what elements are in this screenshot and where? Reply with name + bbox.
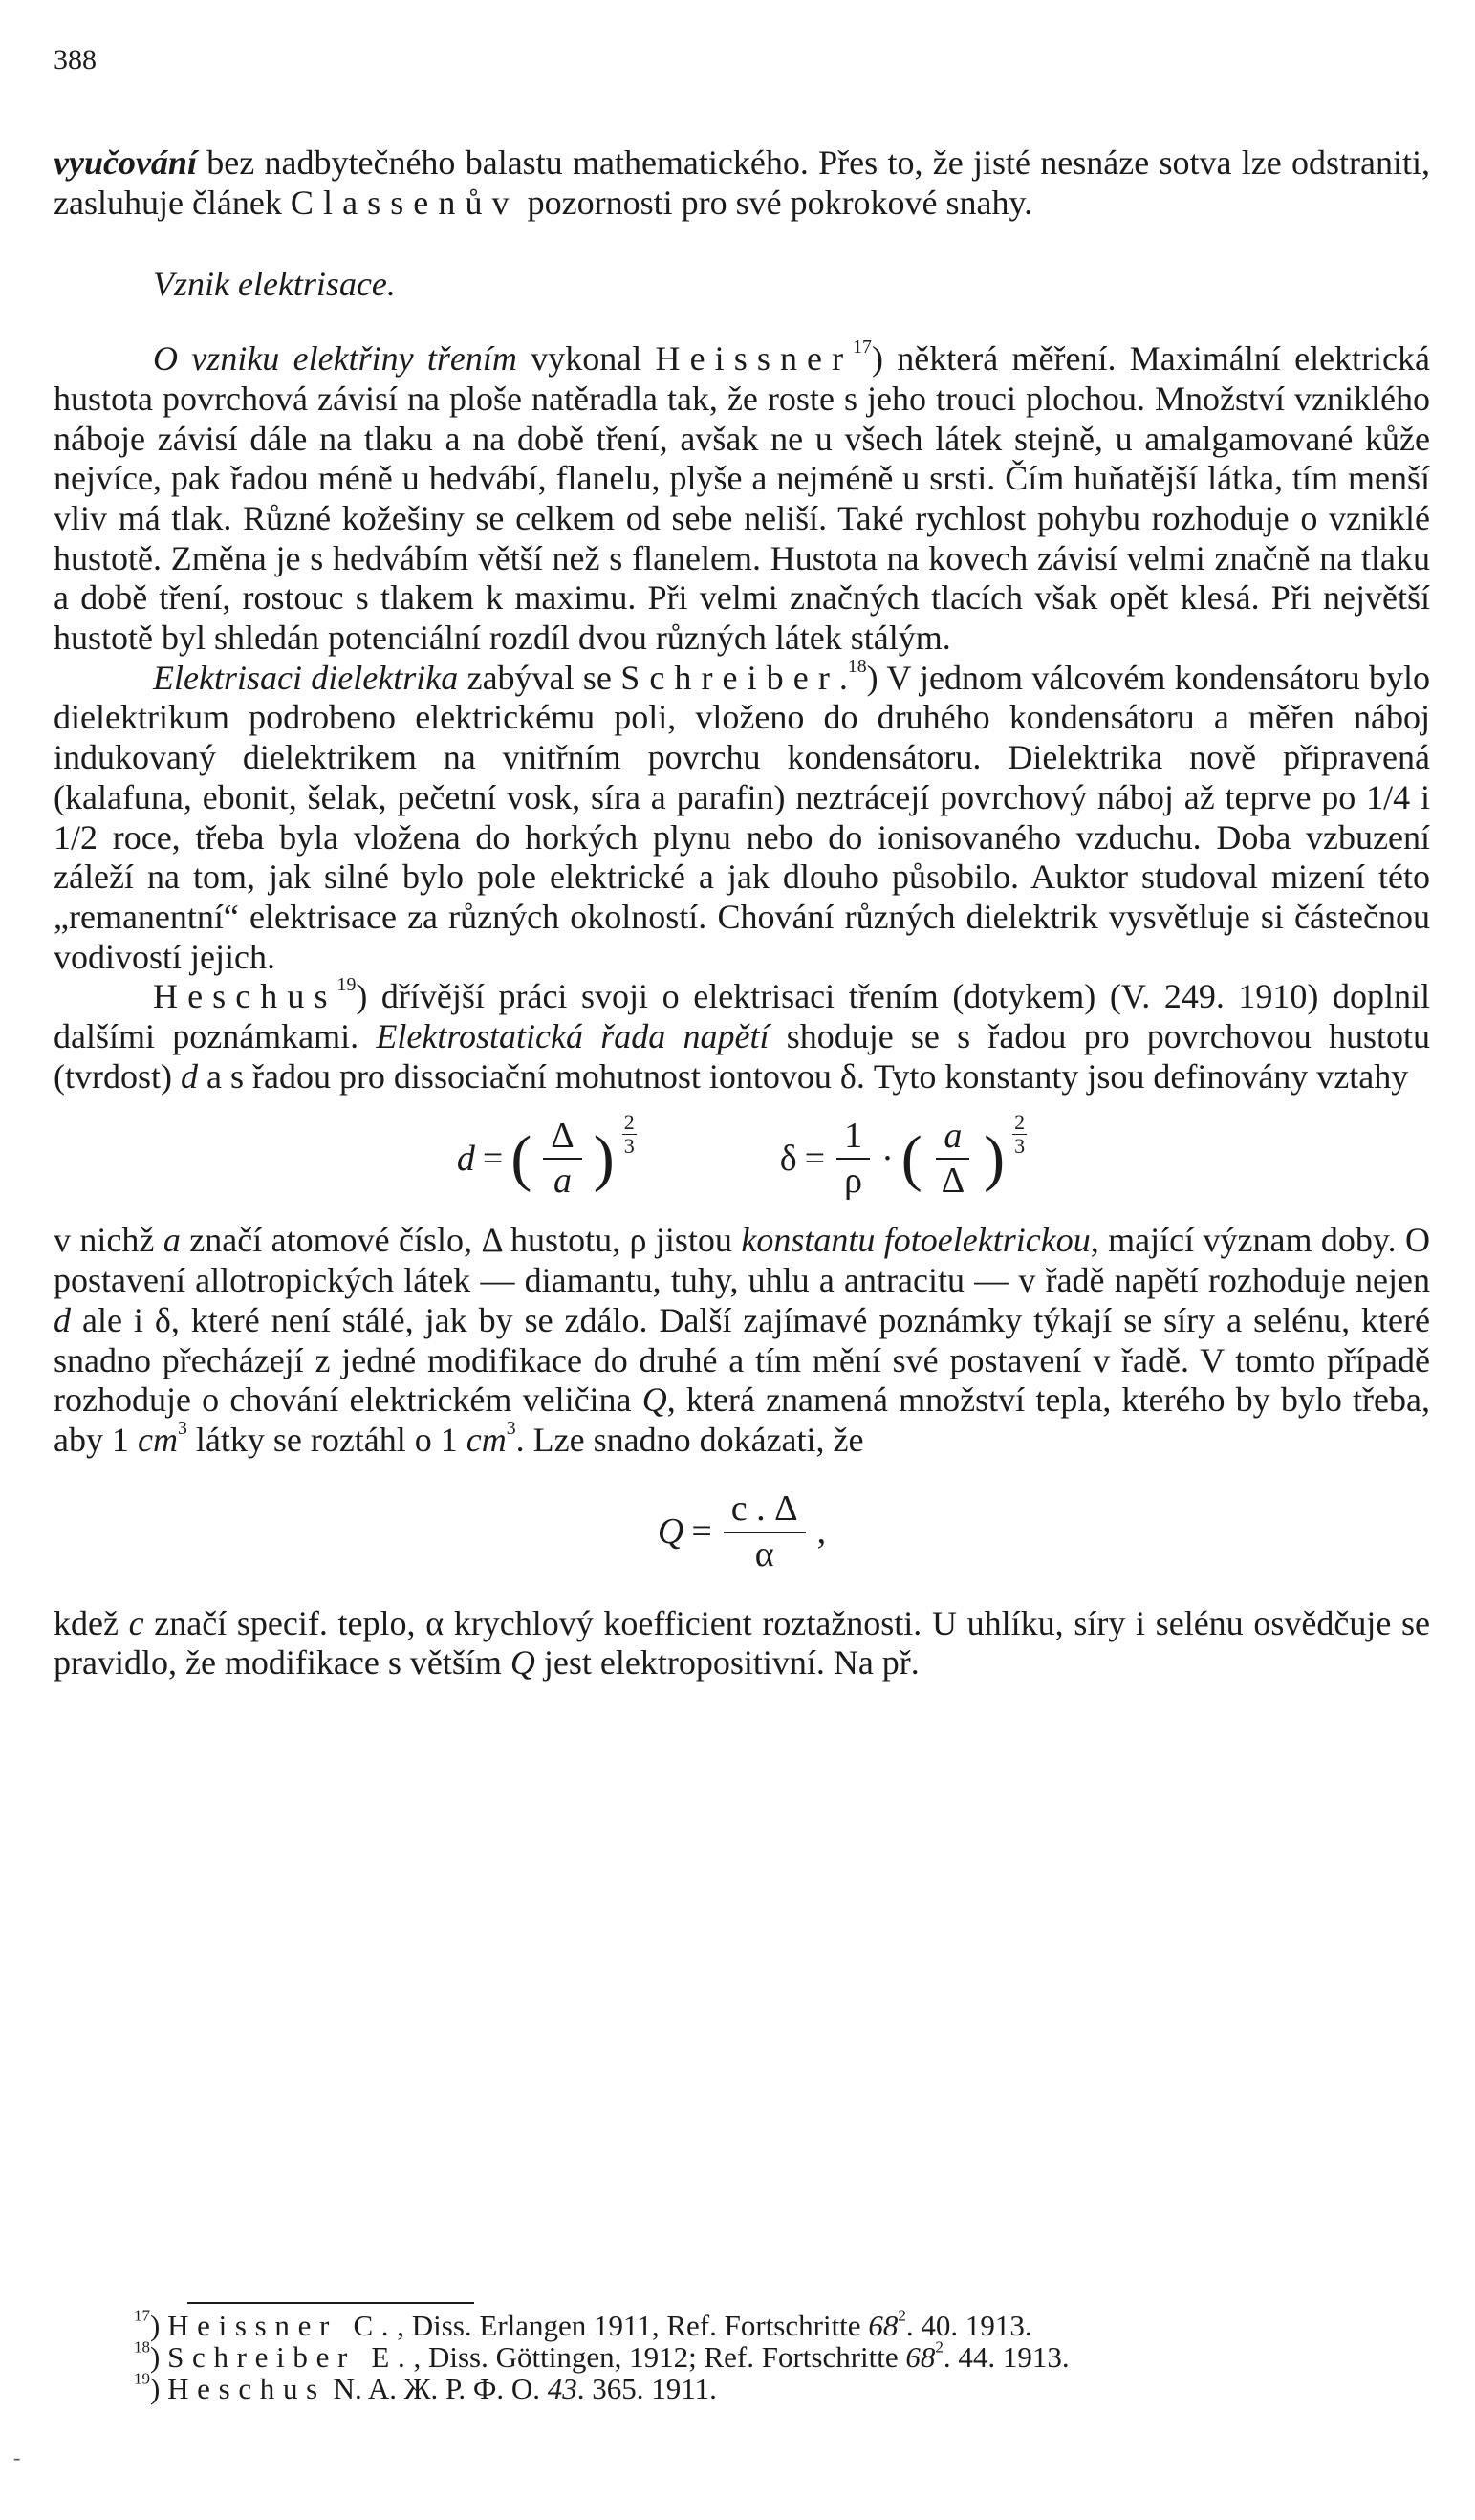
superscript: 3	[177, 1418, 187, 1440]
denominator: ρ	[844, 1161, 863, 1202]
text-run: ale i δ, které není stálé, jak by se zdálo. Další zajímavé poznámky týkají se síry a selénu, které snadno přecházejí z jedné modifikace do druhé a tím mění své postavení v řadě. V tomto případě rozhoduje o chování elektrickém veličina	[54, 1300, 1430, 1420]
text-run: hustotu,	[501, 1221, 630, 1260]
footnote-ref: 18	[847, 655, 867, 677]
math-symbol: Q	[510, 1643, 535, 1683]
numerator: c . Δ	[724, 1489, 806, 1533]
text-run: . 365. 1911.	[576, 2372, 717, 2405]
exp-denominator: 3	[1014, 1133, 1026, 1158]
author-name: Heschus	[167, 2372, 326, 2405]
text-run: , Diss. Erlangen 1911, Ref. Fortschritte	[397, 2309, 869, 2342]
text-run: a s řadou pro dissociační mohutnost iontovou δ. Tyto konstanty jsou definovány vztahy	[197, 1056, 1409, 1096]
math-symbol: d	[456, 1138, 475, 1179]
fraction	[934, 1117, 972, 1202]
author-name: Schreiber E.	[167, 2340, 414, 2374]
author-name: Heissner C.	[167, 2309, 398, 2342]
exp-denominator: 3	[623, 1133, 635, 1158]
text-run: značí atomové číslo,	[180, 1221, 482, 1260]
math-symbol: Δ	[481, 1221, 502, 1260]
text-run: pozornosti pro své pokrokové snahy.	[518, 183, 1033, 222]
numerator: 1	[836, 1117, 870, 1161]
superscript: 3	[506, 1418, 516, 1440]
text-run: ) dřívější práci svoji o elektrisaci třením (dotykem) (V. 249. 1910) doplnil dalšími poznámkami.	[54, 977, 1430, 1056]
exponent	[1012, 1111, 1027, 1158]
text-run: ) V jednom válcovém kondensátoru bylo dielektrikum podrobeno elektrickému poli, vloženo do druhého kondensátoru a měřen náboj indukovaný dielektrikem na vnitřním povrchu kondensátoru. Dielektrika nově připravená (kalafuna, ebonit, šelak, pečetní vosk, síra a parafin) neztrácejí povrchový náboj až teprve po	[54, 658, 1430, 816]
superscript: 2	[898, 2306, 906, 2325]
footnote-18	[134, 2337, 1434, 2374]
section-heading: Vznik elektrisace.	[153, 265, 396, 304]
text-run: v nichž	[54, 1221, 163, 1260]
paragraph-heissner	[54, 339, 1430, 659]
text-run: , která znamená množství tepla, kterého by bylo třeba, aby 1	[54, 1380, 1430, 1459]
page-number: 388	[54, 44, 97, 76]
footnote-ref: 17	[853, 337, 872, 358]
equals-sign: =	[691, 1510, 712, 1552]
text-run: jest elektropositivní. Na př.	[534, 1643, 920, 1683]
equals-sign: =	[804, 1138, 826, 1179]
footnote-number: 17	[134, 2306, 151, 2325]
paragraph-heschus	[54, 974, 1431, 1097]
volume: 68	[868, 2309, 899, 2342]
math-symbol: a	[163, 1221, 181, 1260]
formula-q	[658, 1489, 826, 1575]
footnote-number: 19	[134, 2369, 151, 2388]
paragraph-schreiber	[54, 655, 1430, 978]
unit: cm	[466, 1420, 507, 1459]
fraction-inline: 1/4	[1366, 777, 1411, 816]
paragraph-intro	[54, 143, 1430, 223]
formula-delta	[779, 1109, 1027, 1202]
author-name: Heschus	[153, 977, 337, 1016]
left-paren: (	[510, 1123, 532, 1194]
unit: cm	[137, 1420, 178, 1459]
footnote-ref: 19	[336, 974, 357, 996]
emph-text: konstantu fotoelektrickou	[741, 1221, 1091, 1260]
author-name: Classenův	[290, 183, 519, 222]
footnote-paren: )	[150, 2340, 168, 2374]
right-paren: )	[984, 1123, 1006, 1194]
text-run: látky se roztáhl o 1	[186, 1420, 466, 1459]
superscript: 2	[935, 2337, 944, 2357]
equals-sign: =	[482, 1138, 504, 1179]
fraction-inline: 1/2	[54, 817, 98, 857]
formula-row-definitions	[54, 1097, 1430, 1221]
right-paren: )	[593, 1123, 615, 1194]
footnote-17	[134, 2306, 1434, 2342]
text-run: krychlový koefficient roztažnosti. U uhlíku, síry i selénu osvědčuje se pravidlo, že modifikace s větším	[54, 1603, 1430, 1683]
exponent	[622, 1111, 637, 1158]
math-symbol: d	[54, 1300, 71, 1339]
text-run: shoduje se s řadou pro povrchovou hustotu (tvrdost)	[54, 1017, 1431, 1096]
denominator: Δ	[941, 1161, 965, 1202]
exp-numerator: 2	[623, 1109, 635, 1134]
text-run: roce, třeba byla vložena do horkých plynu nebo do ionisovaného vzduchu. Doba vzbuzení záleží na tom, jak silné bylo pole elektrické a jak dlouho působilo. Auktor studoval mizení této „remanentní“ elektrisace za různých okolností. Chování různých dielektrik vysvětluje si částečnou vodivostí jejich.	[54, 817, 1430, 976]
text-run: . 40. 1913.	[905, 2309, 1032, 2342]
text-run: . 44. 1913.	[943, 2340, 1070, 2374]
text-run: značí specif. teplo,	[143, 1603, 426, 1642]
footnote-number: 18	[134, 2337, 151, 2357]
paragraph-explanation	[54, 1221, 1430, 1460]
math-symbol: c	[128, 1603, 144, 1642]
emph-text: Elektrostatická řada napětí	[376, 1017, 770, 1056]
paragraph-conclusion	[54, 1604, 1430, 1684]
text-run: zabýval se	[458, 658, 621, 697]
main-text	[54, 143, 1430, 1684]
formula-d	[456, 1109, 637, 1202]
footnote-divider	[187, 2302, 474, 2304]
math-symbol: ρ	[629, 1221, 647, 1260]
text-run: jistou	[646, 1221, 742, 1260]
footnote-paren: )	[150, 2309, 168, 2342]
text-run: , mající význam doby. O postavení allotropických látek — diamantu, tuhy, uhlu a antracitu — v řadě napětí rozhoduje nejen	[54, 1221, 1431, 1300]
formula-row-q	[54, 1461, 1430, 1604]
emph-text: vyučování	[54, 143, 197, 182]
numerator: Δ	[543, 1117, 581, 1161]
dot-operator: ·	[881, 1138, 894, 1179]
author-name: Heissner	[655, 339, 854, 379]
text-run: vykonal	[516, 339, 656, 379]
left-paren: (	[900, 1123, 922, 1194]
math-symbol: δ	[779, 1138, 797, 1179]
text-run: bez nadbytečného balastu mathematického. Přes to, že jisté nesnáze sotva lze odstraniti, zasluhuje článek	[54, 143, 1430, 222]
text-run: N. A. Ж. Р. Ф. О.	[325, 2372, 548, 2405]
math-symbol: d	[180, 1056, 198, 1096]
text-run: . Lze snadno dokázati, že	[515, 1420, 864, 1459]
text-run: , Diss. Göttingen, 1912; Ref. Fortschritte	[413, 2340, 906, 2374]
numerator: a	[936, 1117, 969, 1161]
footnotes	[134, 2306, 1434, 2405]
emph-text: O vzniku elektřiny třením	[153, 339, 517, 379]
text-run: .	[838, 658, 848, 697]
volume: 43	[547, 2372, 577, 2405]
footnote-19	[134, 2369, 1434, 2405]
text-run: ) některá měření. Maximální elektrická hustota povrchová závisí na ploše natěradla tak, že roste s jeho trouci plochou. Množství vzniklého náboje závisí dále na tlaku a na době tření, avšak ne u všech látek stejně, u amalgamované kůže nejvíce, pak řadou méně u hedvábí, flanelu, plyše a nejméně u srsti. Čím huňatější látka, tím menší vliv má tlak. Různé kožešiny se celkem od sebe neliší. Také rychlost pohybu rozhoduje o vzniklé hustotě. Změna je s hedvábím větší než s flanelem. Hustota na kovech závisí velmi značně na tlaku a době tření, rostouc s tlakem k maximu. Při velmi značných tlacích však opět klesá. Při největší hustotě byl shledán potenciální rozdíl dvou různých látek stálým.	[54, 339, 1431, 658]
margin-mark: -	[13, 2445, 21, 2469]
comma: ,	[816, 1510, 827, 1552]
fraction	[543, 1117, 581, 1202]
text-run: kdež	[54, 1603, 129, 1642]
fraction	[836, 1117, 870, 1202]
math-symbol: α	[425, 1603, 445, 1642]
footnote-paren: )	[150, 2372, 168, 2405]
math-symbol: Q	[641, 1380, 667, 1420]
fraction	[724, 1489, 806, 1575]
denominator: a	[553, 1161, 573, 1202]
exp-numerator: 2	[1014, 1109, 1026, 1134]
volume: 68	[905, 2340, 936, 2374]
math-symbol: Q	[657, 1510, 684, 1552]
emph-text: Elektrisaci dielektrika	[153, 658, 459, 697]
author-name: Schreiber	[620, 658, 839, 697]
denominator: α	[754, 1533, 774, 1575]
text-run: i	[1410, 777, 1430, 816]
